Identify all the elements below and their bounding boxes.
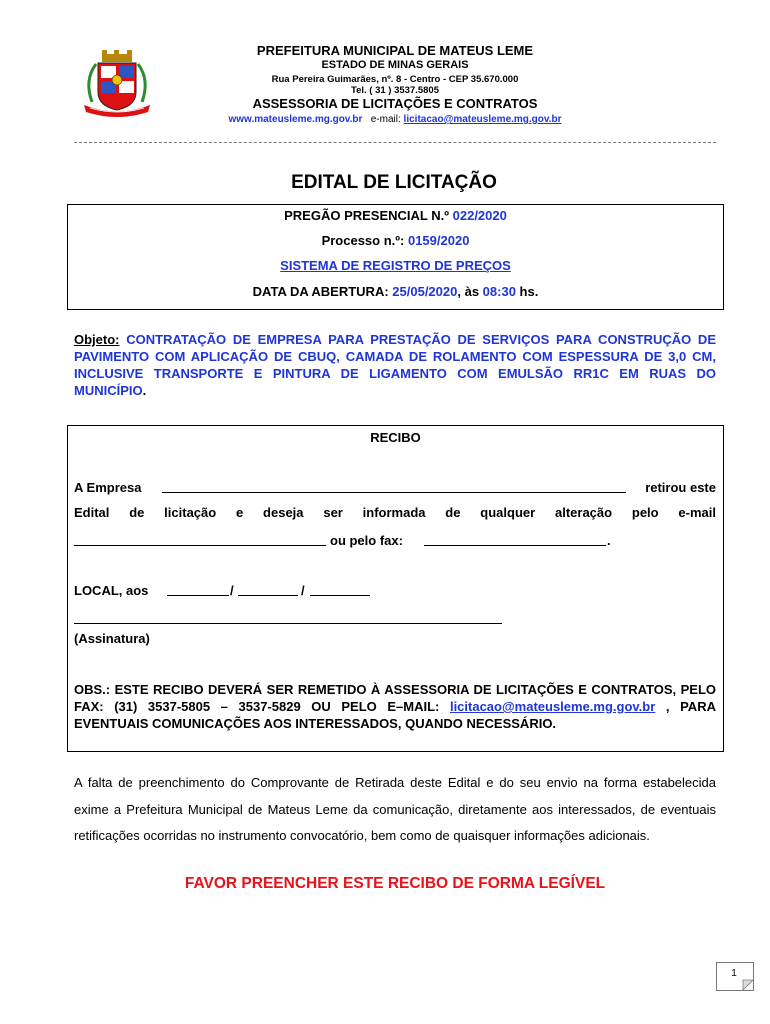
header-phone: Tel. ( 31 ) 3537.5805 [350,85,440,96]
obs-part3: INTERESSADOS, QUANDO NECESSÁRIO. [295,716,557,731]
header-org-name: PREFEITURA MUNICIPAL DE MATEUS LEME [256,43,534,58]
pregao-label: PREGÃO PRESENCIAL N.º [284,208,449,223]
header-address: Rua Pereira Guimarães, nº. 8 - Centro - CEP 35.670.000 [271,74,519,85]
hs-label: hs. [519,284,539,299]
processo-line [68,233,723,248]
data-value: 25/05/2020 [392,284,458,299]
signature-field[interactable] [74,623,502,624]
assinatura-label: (Assinatura) [74,631,150,646]
obs-text [74,681,716,732]
pregao-line [68,208,723,223]
pregao-value: 022/2020 [452,208,507,223]
as-label: , às [457,284,480,299]
day-field[interactable] [167,595,229,596]
notice-paragraph: A falta de preenchimento do Comprovante de Retirada deste Edital e do seu envio na forma estabelecida exime a Prefeitura Municipal de Mateus Leme da comunicação, diretamente aos interessados, de eventuais retificações ocorridas no instrumento convocatório, bem como de quaisquer informações adicionais. [74,775,716,843]
page-number: 1 [731,968,737,979]
sistema-line [68,258,723,273]
header-contact-line [150,114,640,125]
header-website-link[interactable]: www.mateusleme.mg.gov.br [228,114,363,125]
recibo-box [67,425,724,752]
obs-part1: OBS.: ESTE RECIBO DEVERÁ SER REMETIDO À ASSESSORIA DE LICITAÇÕES E CONTRATOS, PELO FAX: (31) 3537-5805 – 3537-5829 OU PELO E–MAIL: [74,682,716,714]
fax-label: ou pelo fax: [330,533,403,548]
header-email-link[interactable]: licitacao@mateusleme.mg.gov.br [403,114,562,125]
slash-1: / [230,583,234,598]
email-field[interactable] [74,545,326,546]
recibo-title: RECIBO [370,430,421,445]
retirou-label: retirou este [645,480,716,495]
fax-end: . [607,533,611,548]
sistema-text: SISTEMA DE REGISTRO DE PREÇOS [280,258,511,273]
obs-part2: , PARA EVENTUAIS COMUNICAÇÕES AOS [74,699,716,731]
header-divider [74,142,716,143]
objeto-end: . [142,383,147,398]
summary-box [67,204,724,310]
objeto-paragraph [74,331,716,399]
objeto-label: Objeto: [74,332,120,347]
month-field[interactable] [238,595,298,596]
obs-email-link[interactable]: licitacao@mateusleme.mg.gov.br [449,699,656,714]
empresa-label: A Empresa [74,480,142,495]
header-email-prefix: e-mail: [370,114,401,125]
header-state: ESTADO DE MINAS GERAIS [321,59,469,71]
slash-2: / [301,583,305,598]
data-label: DATA DA ABERTURA: [252,284,389,299]
fax-field[interactable] [424,545,606,546]
year-field[interactable] [310,595,370,596]
municipal-coat-of-arms-logo [80,50,154,118]
hora-value: 08:30 [482,284,516,299]
data-abertura-line [68,284,723,299]
local-label: LOCAL, aos [74,583,149,598]
empresa-field[interactable] [162,492,626,493]
processo-value: 0159/2020 [407,233,470,248]
page-title: EDITAL DE LICITAÇÃO [291,172,497,193]
recibo-line2: Edital de licitação e deseja ser informada de qualquer alteração pelo e-mail [74,505,716,520]
header-department: ASSESSORIA DE LICITAÇÕES E CONTRATOS [252,96,538,111]
legibility-notice: FAVOR PREENCHER ESTE RECIBO DE FORMA LEGÍVEL [184,875,606,892]
processo-label: Processo n.º: [321,233,405,248]
objeto-text: CONTRATAÇÃO DE EMPRESA PARA PRESTAÇÃO DE SERVIÇOS PARA CONSTRUÇÃO DE PAVIMENTO COM APLICAÇÃO DE CBUQ, CAMADA DE ROLAMENTO COM ESPESSURA DE 3,0 CM, INCLUSIVE TRANSPORTE E PINTURA DE LIGAMENTO COM EMULSÃO RR1C EM RUAS DO MUNICÍPIO [74,332,716,398]
